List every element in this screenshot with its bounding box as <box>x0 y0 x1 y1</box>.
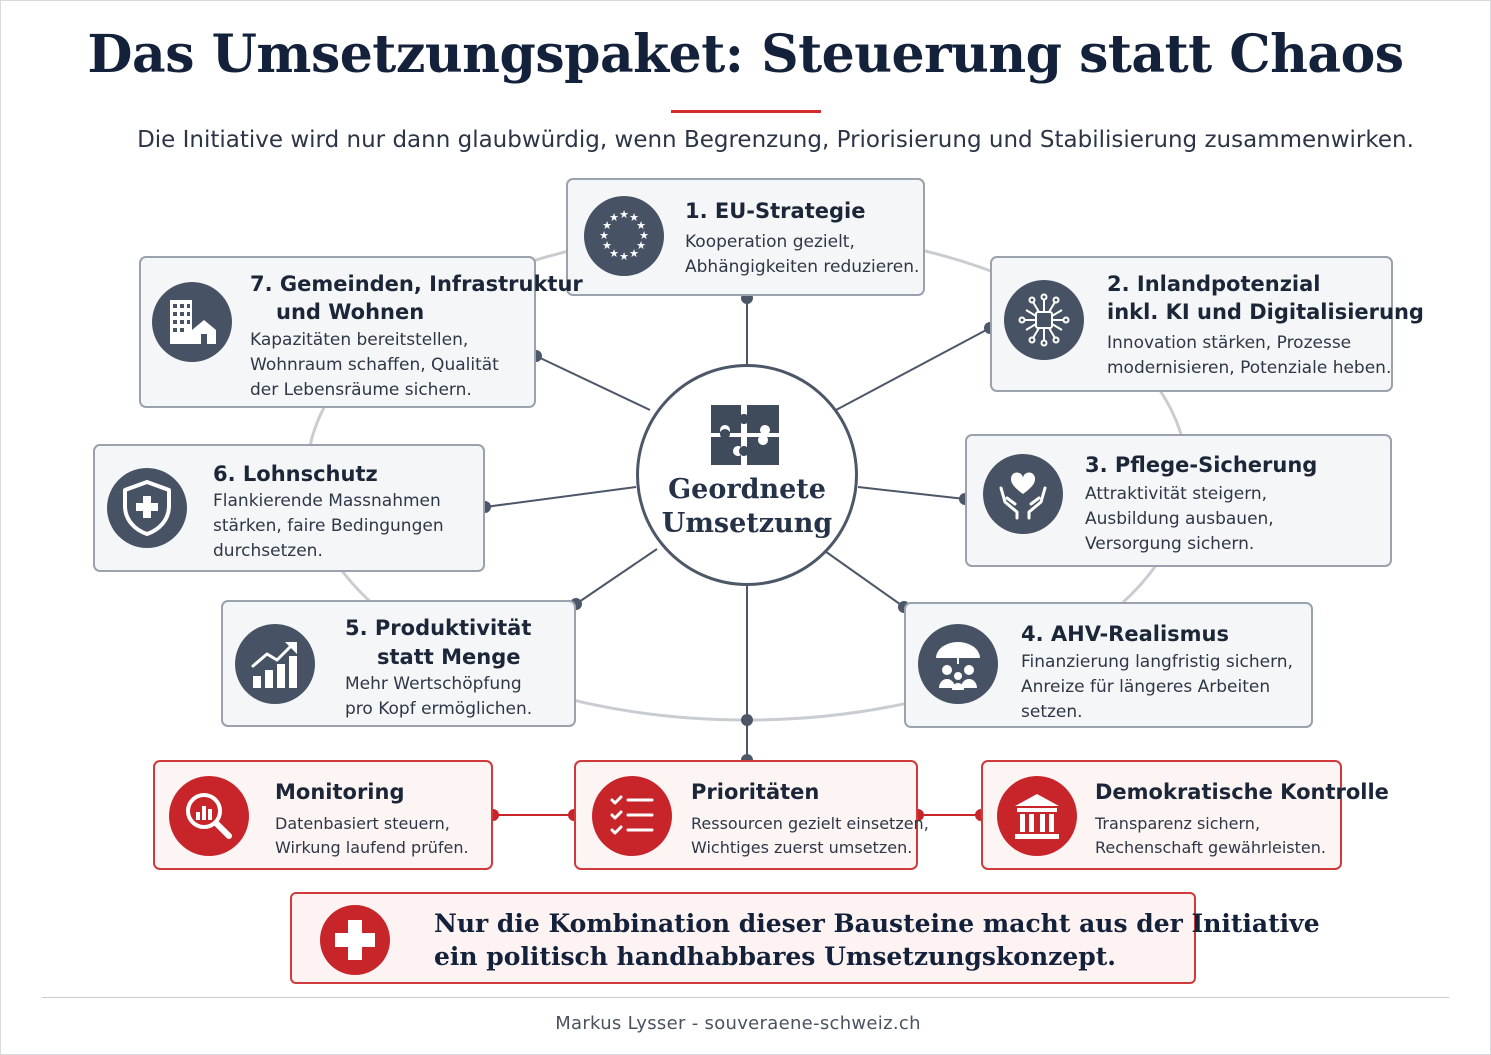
pillar-desc-line: Flankierende Massnahmen <box>213 491 441 511</box>
svg-text:★: ★ <box>636 219 646 232</box>
svg-text:★: ★ <box>619 250 629 263</box>
control-title: Monitoring <box>275 780 405 804</box>
pillar-title: 7. Gemeinden, Infrastruktur <box>250 272 583 296</box>
pillar-desc-line: Anreize für längeres Arbeiten <box>1021 677 1271 697</box>
heart-hands-icon <box>983 454 1063 534</box>
pillar-title: 4. AHV-Realismus <box>1021 622 1229 646</box>
connector-2 <box>836 328 990 410</box>
svg-text:★: ★ <box>599 229 609 242</box>
pillar-desc-line: setzen. <box>1021 702 1083 722</box>
pillar-title: 6. Lohnschutz <box>213 462 378 486</box>
control-desc-line: Datenbasiert steuern, <box>275 814 450 833</box>
pillar-desc-line: modernisieren, Potenziale heben. <box>1107 358 1392 378</box>
center-label <box>639 473 855 541</box>
buildings-house-icon <box>152 282 232 362</box>
connector-7 <box>536 356 650 410</box>
pillar-title-line2: statt Menge <box>377 645 521 669</box>
svg-text:★: ★ <box>636 239 646 252</box>
growth-chart-icon <box>235 624 315 704</box>
pillar-title-line2: und Wohnen <box>276 300 425 324</box>
conclusion-line2: ein politisch handhabbares Umsetzungskonzept. <box>434 942 1116 971</box>
pillar-title: 1. EU-Strategie <box>685 199 866 223</box>
pillar-desc-line: Wohnraum schaffen, Qualität <box>250 355 499 375</box>
connector-5 <box>576 549 657 604</box>
connector-6 <box>485 487 636 507</box>
pillar-desc-line: Ausbildung ausbauen, <box>1085 509 1274 529</box>
center-label-line2: Umsetzung <box>661 508 833 539</box>
pillar-desc-line: Versorgung sichern. <box>1085 534 1255 554</box>
control-desc-line: Wirkung laufend prüfen. <box>275 838 469 857</box>
pillar-desc-line: der Lebensräume sichern. <box>250 380 472 400</box>
shield-cross-icon <box>107 468 187 548</box>
conclusion-banner <box>290 892 1320 984</box>
center-hub <box>636 364 858 586</box>
pillar-card-wage-protection <box>93 444 485 572</box>
svg-text:★: ★ <box>609 247 619 260</box>
control-desc-line: Wichtiges zuerst umsetzen. <box>691 838 913 857</box>
footer-divider <box>42 997 1449 998</box>
circuit-chip-icon <box>1004 280 1084 360</box>
conclusion-text <box>434 907 1320 973</box>
svg-text:★: ★ <box>602 239 612 252</box>
control-desc-line: Transparenz sichern, <box>1095 814 1261 833</box>
pillar-desc-line: Kapazitäten bereitstellen, <box>250 330 469 350</box>
pillar-card-domestic-potential <box>990 256 1424 392</box>
pillar-desc-line: pro Kopf ermöglichen. <box>345 699 533 719</box>
connector-4 <box>822 549 904 607</box>
pillar-title: 3. Pflege-Sicherung <box>1085 453 1318 477</box>
pillar-card-communities <box>139 256 583 408</box>
control-card-priorities <box>574 760 929 870</box>
puzzle-icon <box>709 403 781 467</box>
control-card-monitoring <box>153 760 493 870</box>
pillar-desc-line: Attraktivität steigern, <box>1085 484 1268 504</box>
pillar-desc-line: durchsetzen. <box>213 541 323 561</box>
svg-text:★: ★ <box>602 219 612 232</box>
pillar-title: 2. Inlandpotenzial <box>1107 272 1321 296</box>
eu-stars-icon <box>584 196 664 276</box>
pillar-desc-line: Finanzierung langfristig sichern, <box>1021 652 1293 672</box>
pillar-card-eu-strategy <box>566 178 925 296</box>
connector-3 <box>858 487 965 499</box>
footer-credit: Markus Lysser - souveraene-schweiz.ch <box>555 1013 921 1034</box>
control-title: Demokratische Kontrolle <box>1095 780 1389 804</box>
control-card-democratic-control <box>981 760 1389 870</box>
svg-text:★: ★ <box>639 229 649 242</box>
umbrella-family-icon <box>918 624 998 704</box>
pillar-card-productivity <box>221 600 576 727</box>
pillar-title-line2: inkl. KI und Digitalisierung <box>1107 300 1424 324</box>
pillar-card-ahv <box>904 602 1313 728</box>
pillar-desc-line: stärken, faire Bedingungen <box>213 516 444 536</box>
pillar-title: 5. Produktivität <box>345 616 532 640</box>
svg-text:★: ★ <box>609 211 619 224</box>
pillar-desc-line: Mehr Wertschöpfung <box>345 674 522 694</box>
svg-text:★: ★ <box>629 247 639 260</box>
page-title: Das Umsetzungspaket: Steuerung statt Chaos <box>87 24 1404 85</box>
page-subtitle: Die Initiative wird nur dann glaubwürdig, wenn Begrenzung, Priorisierung und Stabilisierung zusammenwirken. <box>137 127 1414 153</box>
control-desc-line: Rechenschaft gewährleisten. <box>1095 838 1326 857</box>
pillar-desc-line: Innovation stärken, Prozesse <box>1107 333 1352 353</box>
pillar-card-care <box>965 434 1392 567</box>
svg-text:★: ★ <box>619 208 629 221</box>
pillar-desc-line: Kooperation gezielt, <box>685 232 855 252</box>
control-title: Prioritäten <box>691 780 820 804</box>
parliament-icon <box>997 776 1077 856</box>
conclusion-line1: Nur die Kombination dieser Bausteine macht aus der Initiative <box>434 909 1320 938</box>
checklist-icon <box>592 776 672 856</box>
svg-text:★: ★ <box>629 211 639 224</box>
control-desc-line: Ressourcen gezielt einsetzen, <box>691 814 929 833</box>
connector-dot-mid <box>742 715 752 725</box>
center-label-line1: Geordnete <box>668 474 826 505</box>
swiss-cross-icon <box>320 905 390 975</box>
pillar-desc-line: Abhängigkeiten reduzieren. <box>685 257 920 277</box>
magnifier-chart-icon <box>169 776 249 856</box>
